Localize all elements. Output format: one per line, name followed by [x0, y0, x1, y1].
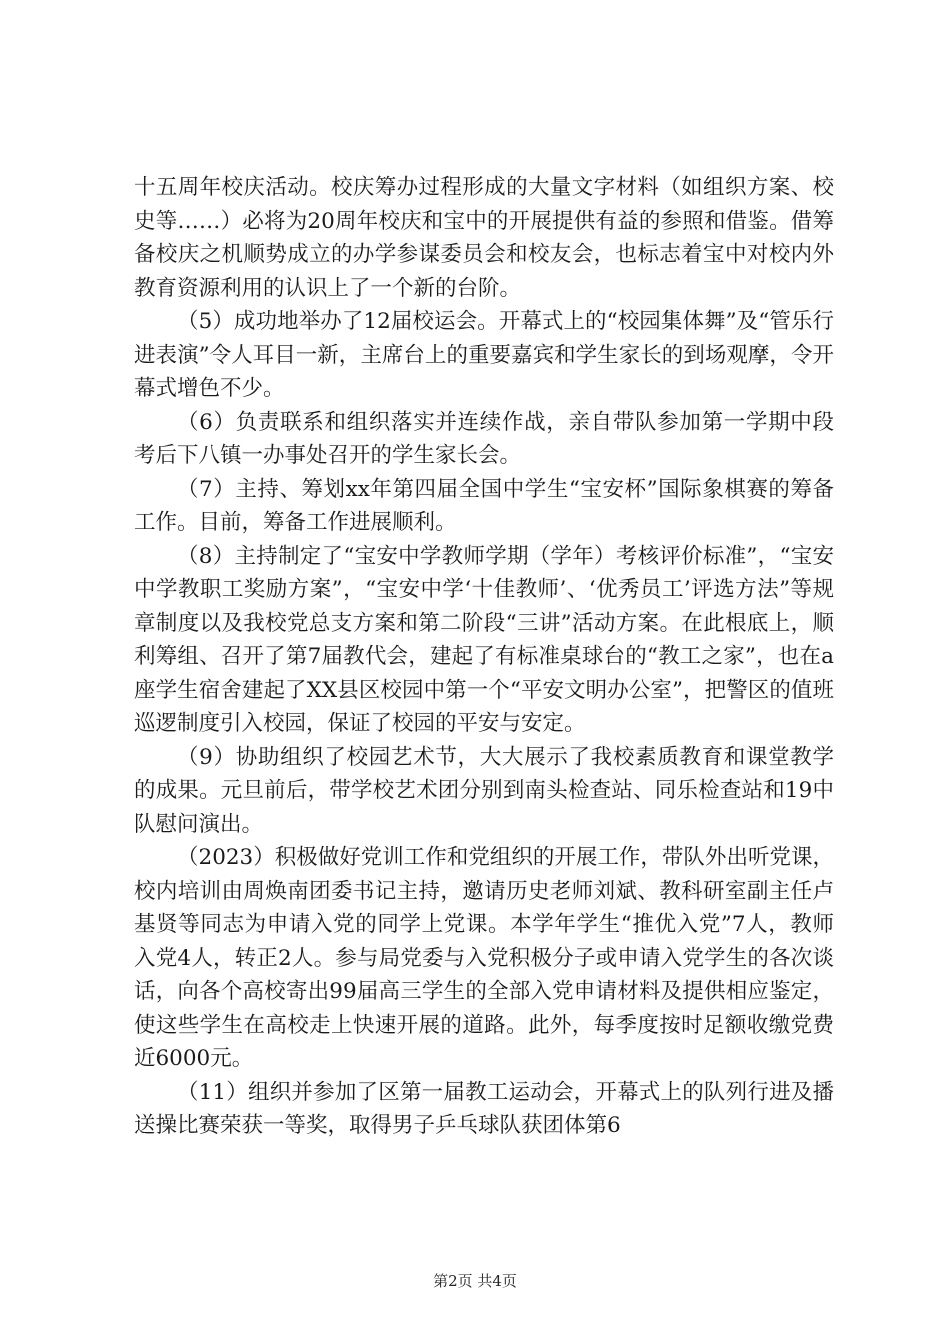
- paragraph-item-5: （5）成功地举办了12届校运会。开幕式上的“校园集体舞”及“管乐行进表演”令人耳目一新，主席台上的重要嘉宾和学生家长的到场观摩，令开幕式增色不少。: [134, 309, 834, 401]
- paragraph-item-11: （11）组织并参加了区第一届教工运动会，开幕式上的队列行进及播送操比赛荣获一等奖，取得男子乒乓球队获团体第6: [134, 1079, 834, 1138]
- page-number-footer: 第2页 共4页: [433, 1272, 517, 1290]
- paragraph-item-7: （7）主持、筹划xx年第四届全国中学生“宝安杯”国际象棋赛的筹备工作。目前，筹备工作进展顺利。: [134, 476, 834, 535]
- paragraph-item-2023: （2023）积极做好党训工作和党组织的开展工作，带队外出听党课，校内培训由周焕南团委书记主持，邀请历史老师刘斌、教科研室副主任卢基贤等同志为申请入党的同学上党课。本学年学生“推优入党”7人，教师入党4人，转正2人。参与局党委与入党积极分子或申请入党学生的各次谈话，向各个高校寄出99届高三学生的全部入党申请材料及提供相应鉴定，使这些学生在高校走上快速开展的道路。此外，每季度按时足额收缴党费近6000元。: [134, 845, 834, 1071]
- paragraph-item-6: （6）负责联系和组织落实并连续作战，亲自带队参加第一学期中段考后下八镇一办事处召开的学生家长会。: [134, 409, 834, 468]
- paragraph-continuation: 十五周年校庆活动。校庆筹办过程形成的大量文字材料（如组织方案、校史等……）必将为20周年校庆和宝中的开展提供有益的参照和借鉴。借筹备校庆之机顺势成立的办学参谋委员会和校友会，也标志着宝中对校内外教育资源利用的认识上了一个新的台阶。: [134, 175, 834, 301]
- paragraph-item-9: （9）协助组织了校园艺术节，大大展示了我校素质教育和课堂教学的成果。元旦前后，带学校艺术团分别到南头检查站、同乐检查站和19中队慰问演出。: [134, 744, 834, 837]
- document-body: [134, 171, 834, 1143]
- paragraph-item-8: （8）主持制定了“宝安中学教师学期（学年）考核评价标准”，“宝安中学教职工奖励方案”，“宝安中学‘十佳教师’、‘优秀员工’评选方法”等规章制度以及我校党总支方案和第二阶段“三讲”活动方案。在此根底上，顺利筹组、召开了第7届教代会，建起了有标准桌球台的“教工之家”，也在a座学生宿舍建起了XX县区校园中第一个“平安文明办公室”，把警区的值班巡逻制度引入校园，保证了校园的平安与安定。: [134, 543, 834, 736]
